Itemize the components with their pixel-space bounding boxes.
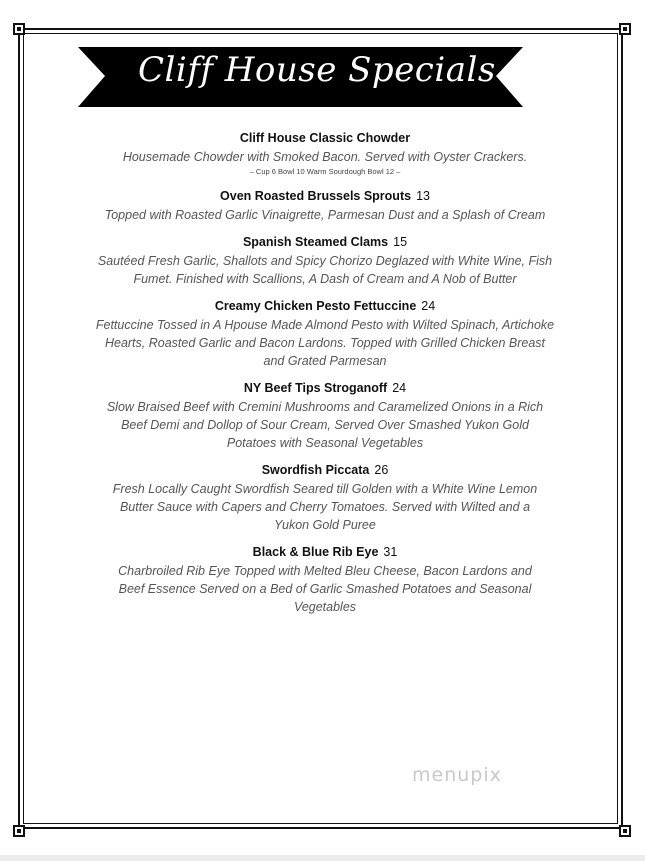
menu-item: [75, 232, 575, 288]
menu-item-description: Housemade Chowder with Smoked Bacon. Served with Oyster Crackers.: [122, 150, 528, 164]
menu-item-name: Oven Roasted Brussels Sprouts: [220, 189, 412, 203]
menu-item-price: 13: [416, 189, 430, 203]
page-title: Cliff House Specials: [138, 50, 496, 90]
menu-item-price: 15: [393, 235, 408, 249]
menu-item-name: Cliff House Classic Chowder: [239, 131, 411, 145]
menu-item-description: Topped with Roasted Garlic Vinaigrette, Parmesan Dust and a Splash of Cream: [104, 208, 546, 222]
menu-item-name: Swordfish Piccata: [261, 463, 370, 477]
menu-item-price: 31: [383, 545, 398, 559]
corner-ornament-bottom-left: [13, 825, 25, 837]
corner-ornament-bottom-right: [619, 825, 631, 837]
menu-item: [75, 296, 575, 370]
watermark-logo: menupix: [412, 764, 502, 786]
menu-item-name: NY Beef Tips Stroganoff: [243, 381, 388, 395]
menu-item-name: Spanish Steamed Clams: [242, 235, 389, 249]
menu-item-name: Creamy Chicken Pesto Fettuccine: [214, 299, 417, 313]
menu-item-sizes: – Cup 6 Bowl 10 Warm Sourdough Bowl 12 –: [249, 167, 401, 176]
menu-item-description: Fettuccine Tossed in A Hpouse Made Almond Pesto with Wilted Spinach, Artichoke Hearts, Roasted Garlic and Bacon Lardons. Topped with Grilled Chicken Breast and Grated Parmesan: [95, 318, 555, 368]
menu-item-description: Charbroiled Rib Eye Topped with Melted Bleu Cheese, Bacon Lardons and Beef Essence Served on a Bed of Garlic Smashed Potatoes and Seasonal Vegetables: [118, 564, 532, 614]
menu-item-description: Fresh Locally Caught Swordfish Seared till Golden with a White Wine Lemon Butter Sauce with Capers and Cherry Tomatoes. Served with Wilted and a Yukon Gold Puree: [112, 482, 538, 532]
corner-ornament-top-left: [13, 23, 25, 35]
menu-item-price: 24: [392, 381, 407, 395]
menu-item: [75, 186, 575, 224]
menu-item: [75, 128, 575, 178]
menu-list: [75, 128, 575, 624]
menu-item-price: 24: [421, 299, 436, 313]
menu-item: [75, 542, 575, 616]
menu-item-description: Sautéed Fresh Garlic, Shallots and Spicy Chorizo Deglazed with White Wine, Fish Fumet. Finished with Scallions, A Dash of Cream and A Nob of Butter: [97, 254, 553, 286]
title-banner: [78, 43, 523, 110]
menu-item: [75, 460, 575, 534]
menu-item: [75, 378, 575, 452]
menu-item-name: Black & Blue Rib Eye: [252, 545, 379, 559]
menu-item-price: 26: [374, 463, 389, 477]
corner-ornament-top-right: [619, 23, 631, 35]
menu-item-description: Slow Braised Beef with Cremini Mushrooms and Caramelized Onions in a Rich Beef Demi and Dollop of Sour Cream, Served Over Smashed Yukon Gold Potatoes with Seasonal Vegetables: [106, 400, 544, 450]
